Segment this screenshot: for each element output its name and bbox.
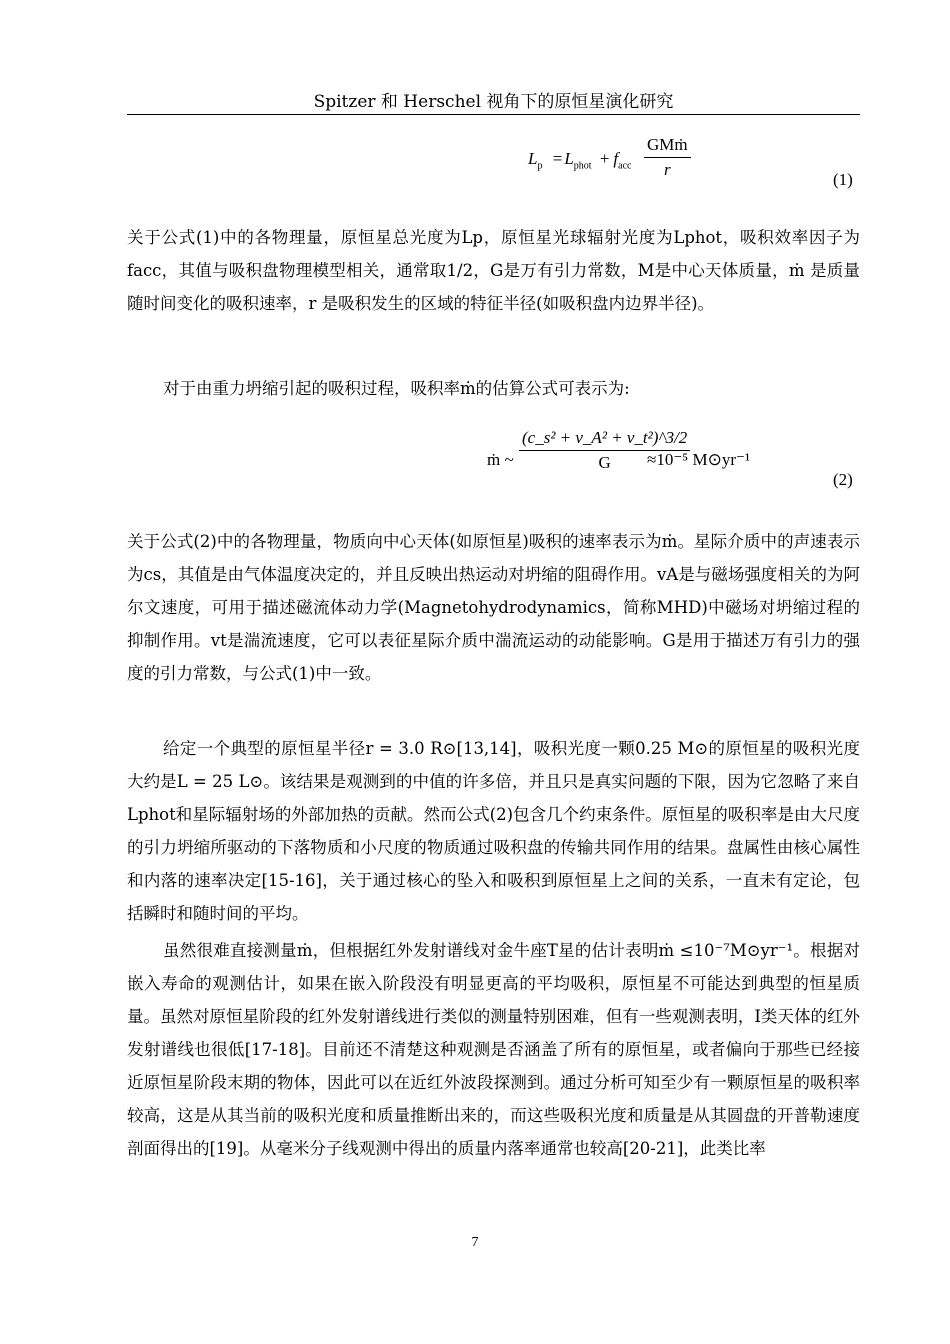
equation-2-number: (2) xyxy=(833,470,853,489)
paragraph-4-text: 给定一个典型的原恒星半径r = 3.0 R⊙[13,14]，吸积光度一颗0.25 M⊙的原恒星的吸积光度大约是L = 25 L⊙。该结果是观测到的中值的许多倍，并且只是真实问题的下限，因为它忽略了来自Lphot和星际辐射场的外部加热的贡献。然而公式(2)包含几个约束条件。原恒星的吸积率是由大尺度的引力坍缩所驱动的下落物质和小尺度的物质通过吸积盘的传输共同作用的结果。盘属性由核心属性和内落的速率决定[15-16]，关于通过核心的坠入和吸积到原恒星上之间的关系，一直未有定论，包括瞬时和随时间的平均。 xyxy=(127,739,860,923)
eq2-denominator: G xyxy=(598,453,611,472)
eq1-lhs: L xyxy=(528,149,538,168)
paragraph-1 xyxy=(127,221,860,320)
eq2-rhs: ≈10⁻⁵ M⊙yr⁻¹ xyxy=(647,450,751,469)
paragraph-3 xyxy=(127,525,860,690)
eq1-term1-sub: phot xyxy=(573,160,592,172)
paragraph-3-text: 关于公式(2)中的各物理量，物质向中心天体(如原恒星)吸积的速率表示为ṁ。星际介质中的声速表示为cs，其值是由气体温度决定的，并且反映出热运动对坍缩的阻碍作用。vA是与磁场强度相关的为阿尔文速度，可用于描述磁流体动力学(Magnetohydrodynamics，简称MHD)中磁场对坍缩过程的抑制作用。vt是湍流速度，它可以表征星际介质中湍流运动的动能影响。G是用于描述万有引力的强度的引力常数，与公式(1)中一致。 xyxy=(127,532,860,683)
eq1-term2: f xyxy=(613,149,619,168)
equation-1-number: (1) xyxy=(833,170,853,189)
paragraph-4 xyxy=(127,732,860,930)
eq1-lhs-sub: p xyxy=(537,160,543,172)
eq1-term1: L xyxy=(564,149,574,168)
paragraph-2-text: 对于由重力坍缩引起的吸积过程，吸积率ṁ的估算公式可表示为: xyxy=(163,379,630,398)
eq2-lhs: ṁ ~ xyxy=(487,450,514,469)
eq1-plus: + xyxy=(599,149,610,168)
eq2-numerator: (c_s² + v_A² + v_t²)^3/2 xyxy=(519,428,690,451)
header-rule xyxy=(127,114,860,115)
eq1-equals: = xyxy=(552,149,563,168)
eq1-fraction xyxy=(644,135,691,180)
eq1-term2-sub: acc xyxy=(618,160,632,172)
paragraph-5 xyxy=(127,934,860,1165)
eq1-numerator: GMṁ xyxy=(644,135,691,158)
running-header-title: Spitzer 和 Herschel 视角下的原恒星演化研究 xyxy=(313,92,674,112)
eq1-denominator: r xyxy=(664,160,671,179)
paragraph-2 xyxy=(127,372,860,405)
paragraph-5-text: 虽然很难直接测量ṁ，但根据红外发射谱线对金牛座T星的估计表明ṁ ≤10⁻⁷M⊙yr⁻¹。根据对嵌入寿命的观测估计，如果在嵌入阶段没有明显更高的平均吸积，原恒星不可能达到典型的恒星质量。虽然对原恒星阶段的红外发射谱线进行类似的测量特别困难，但有一些观测表明，I类天体的红外发射谱线也很低[17-18]。目前还不清楚这种观测是否涵盖了所有的原恒星，或者偏向于那些已经接近原恒星阶段末期的物体，因此可以在近红外波段探测到。通过分析可知至少有一颗原恒星的吸积率较高，这是从其当前的吸积光度和质量推断出来的，而这些吸积光度和质量是从其圆盘的开普勒速度剖面得出的[19]。从毫米分子线观测中得出的质量内落率通常也较高[20-21]，此类比率 xyxy=(127,941,860,1158)
paragraph-1-text: 关于公式(1)中的各物理量，原恒星总光度为Lp，原恒星光球辐射光度为Lphot，吸积效率因子为facc，其值与吸积盘物理模型相关，通常取1/2，G是万有引力常数，M是中心天体质量，ṁ 是质量随时间变化的吸积速率，r 是吸积发生的区域的特征半径(如吸积盘内边界半径)。 xyxy=(127,228,860,313)
page-number: 7 xyxy=(471,1235,479,1250)
